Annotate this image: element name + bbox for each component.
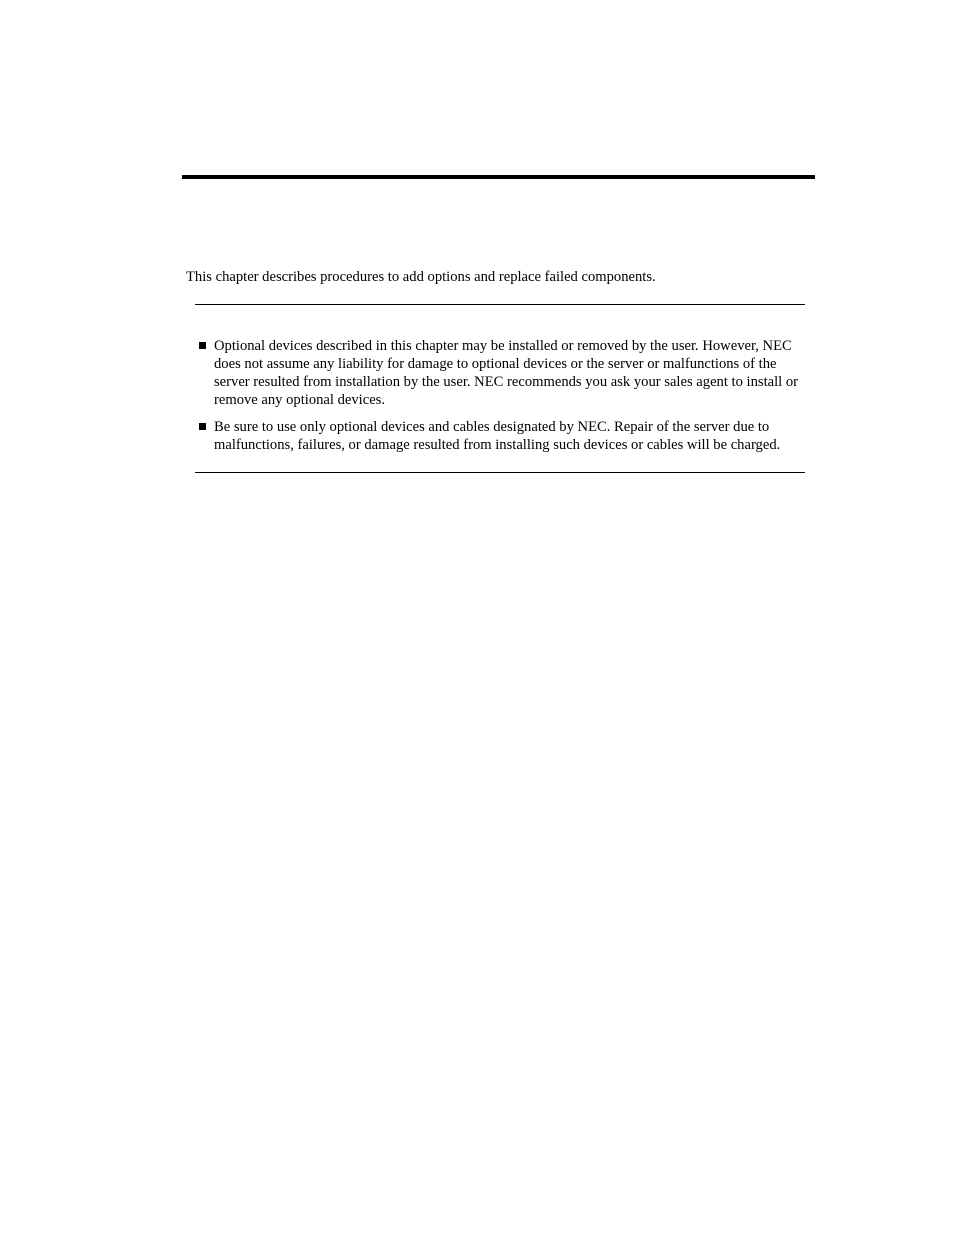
square-bullet-icon bbox=[199, 423, 206, 430]
notice-item bbox=[195, 337, 805, 409]
notice-item bbox=[195, 418, 805, 454]
square-bullet-icon bbox=[199, 342, 206, 349]
notice-item-text: Optional devices described in this chapter may be installed or removed by the user. However, NEC does not assume any liability for damage to optional devices or the server or malfunctions of the server resulted from installation by the user. NEC recommends you ask your sales agent to install or remove any optional devices. bbox=[214, 338, 799, 408]
notice-item-text: Be sure to use only optional devices and cables designated by NEC. Repair of the server due to malfunctions, failures, or damage resulted from installing such devices or cables will be charged. bbox=[214, 419, 781, 453]
notice-box bbox=[195, 304, 805, 473]
chapter-heading-rule bbox=[182, 175, 815, 179]
chapter-intro-text: This chapter describes procedures to add options and replace failed components. bbox=[186, 269, 656, 285]
notice-list bbox=[195, 337, 805, 463]
